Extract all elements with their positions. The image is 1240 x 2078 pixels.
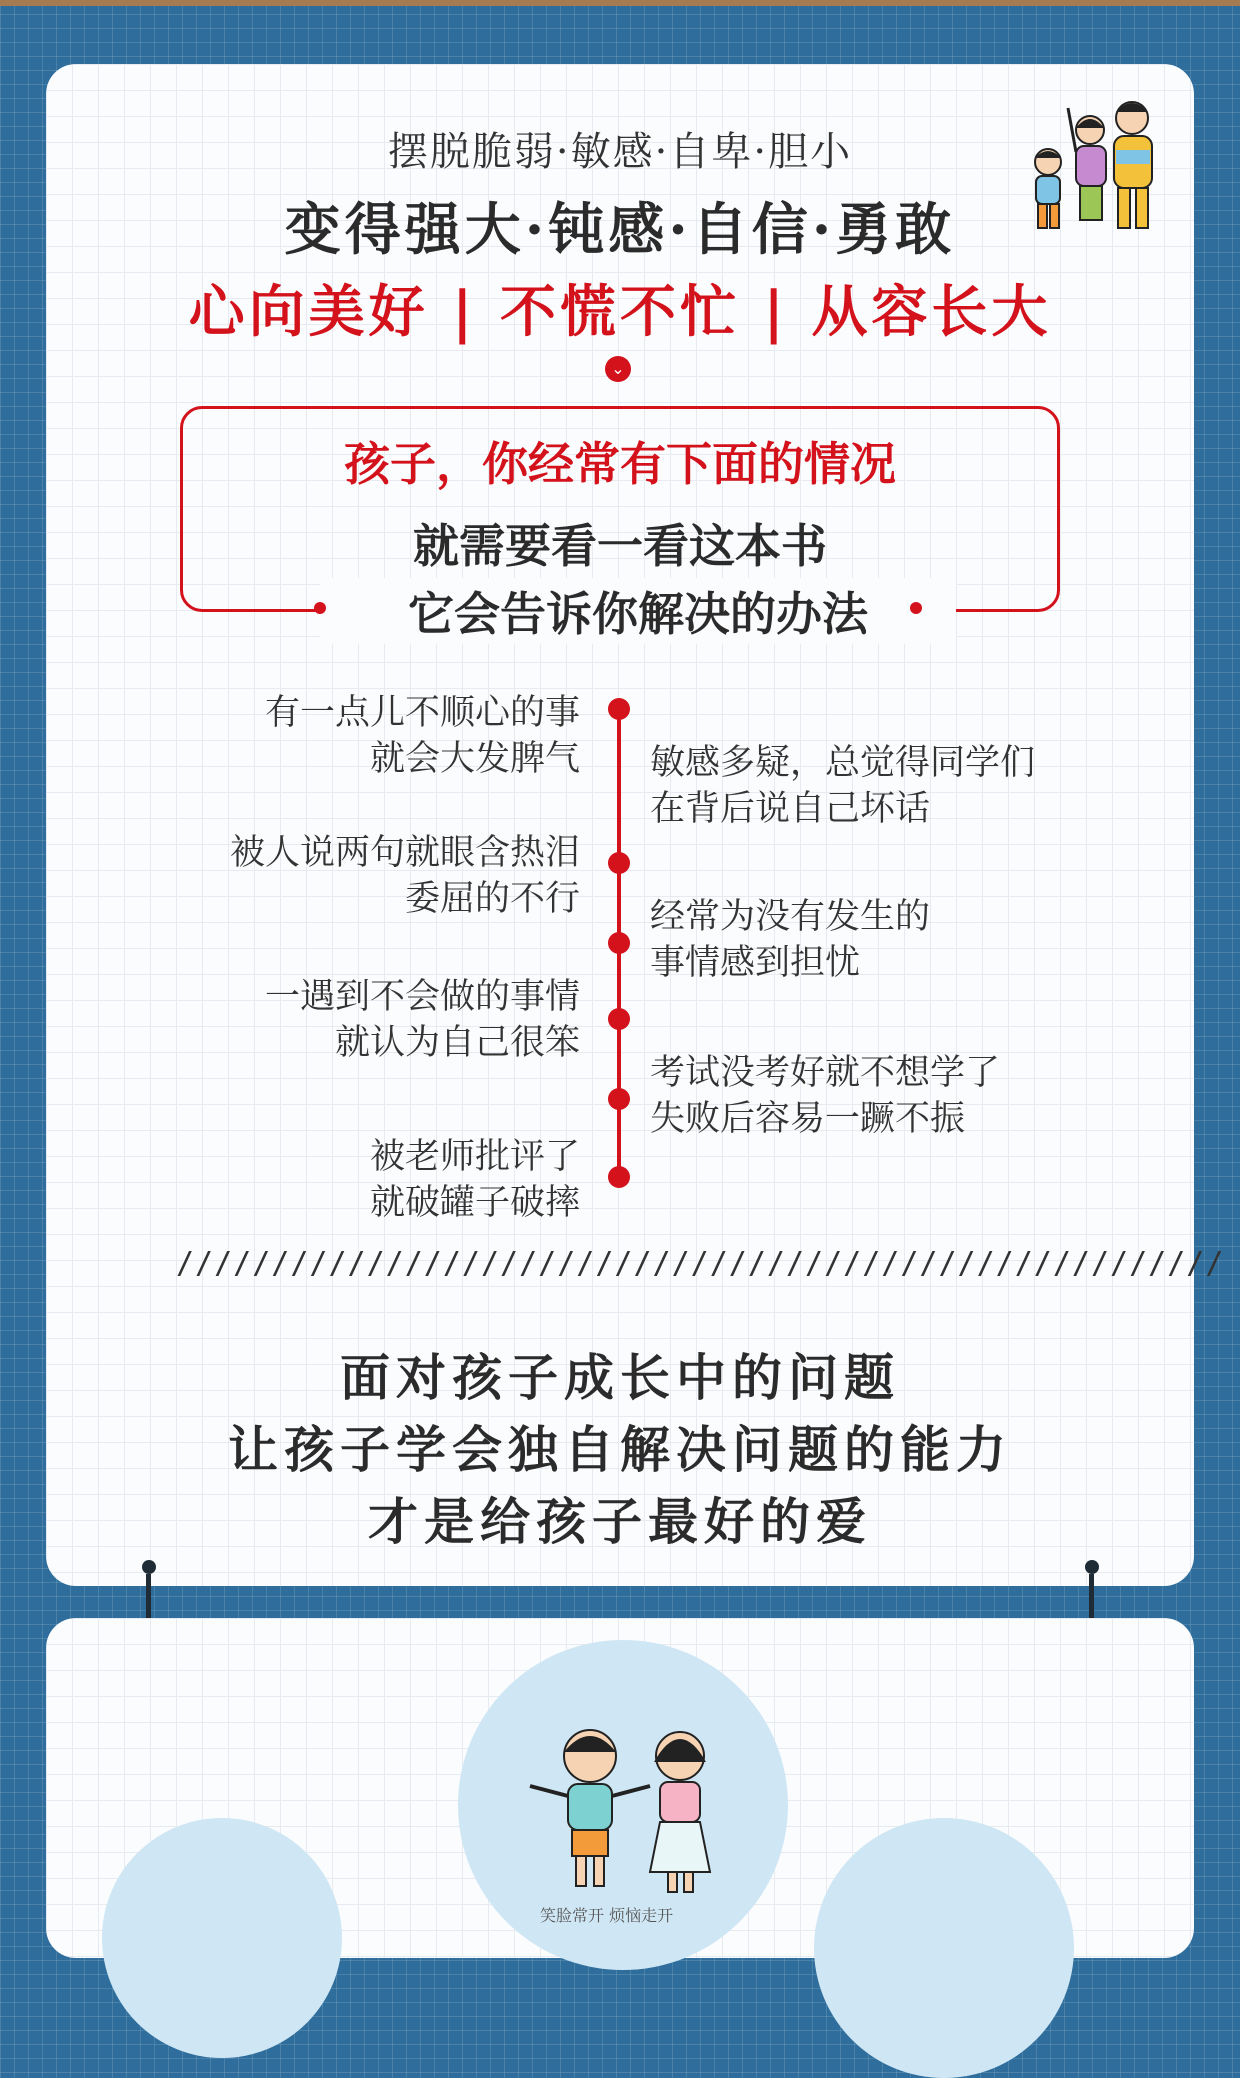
situation-item: 一遇到不会做的事情 就认为自己很笨 — [264, 977, 580, 1063]
timeline-dot — [608, 1008, 630, 1030]
binder-dot — [1085, 1560, 1099, 1574]
callout-dot-right — [910, 602, 922, 614]
timeline-dot — [608, 1166, 630, 1188]
illustration-circle — [814, 1818, 1074, 2078]
illustration-circle — [102, 1818, 342, 2058]
situation-item: 敏感多疑，总觉得同学们 在背后说自己坏话 — [650, 743, 1036, 829]
situation-item: 被人说两句就眼含热泪 委屈的不行 — [229, 833, 580, 919]
callout-dot-left — [314, 602, 326, 614]
timeline-dot — [608, 1088, 630, 1110]
header-line-3: 心向美好 | 不慌不忙 | 从容长大 — [188, 279, 1052, 345]
header-line-2: 变得强大·钝感·自信·勇敢 — [284, 197, 956, 263]
situation-item: 经常为没有发生的 事情感到担忧 — [650, 897, 931, 983]
situation-item: 考试没考好就不想学了 失败后容易一蹶不振 — [650, 1053, 1001, 1139]
top-strip — [0, 0, 1240, 6]
slash-divider: /////////////////////////////////////////////////////// — [176, 1246, 1225, 1281]
header-line-1: 摆脱脆弱·敏感·自卑·胆小 — [387, 129, 853, 175]
callout-line-3: 它会告诉你解决的办法 — [320, 578, 956, 644]
situation-item: 有一点儿不顺心的事 就会大发脾气 — [264, 693, 580, 779]
summary-line-1: 面对孩子成长中的问题 — [340, 1349, 900, 1407]
illustration-caption: 笑脸常开 烦恼走开 — [540, 1906, 674, 1925]
children-illustration — [520, 1712, 740, 1902]
summary-line-3: 才是给孩子最好的爱 — [368, 1493, 872, 1551]
situation-item: 被老师批评了 就破罐子破摔 — [369, 1137, 580, 1223]
summary-line-2: 让孩子学会独自解决问题的能力 — [228, 1421, 1012, 1479]
binder-dot — [142, 1560, 156, 1574]
timeline-dot — [608, 852, 630, 874]
timeline-dot — [608, 932, 630, 954]
callout-line-2: 就需要看一看这本书 — [413, 519, 827, 573]
chevron-down-icon: ⌄ — [605, 356, 631, 382]
callout-line-1: 孩子，你经常有下面的情况 — [344, 437, 896, 491]
timeline-dot — [608, 698, 630, 720]
